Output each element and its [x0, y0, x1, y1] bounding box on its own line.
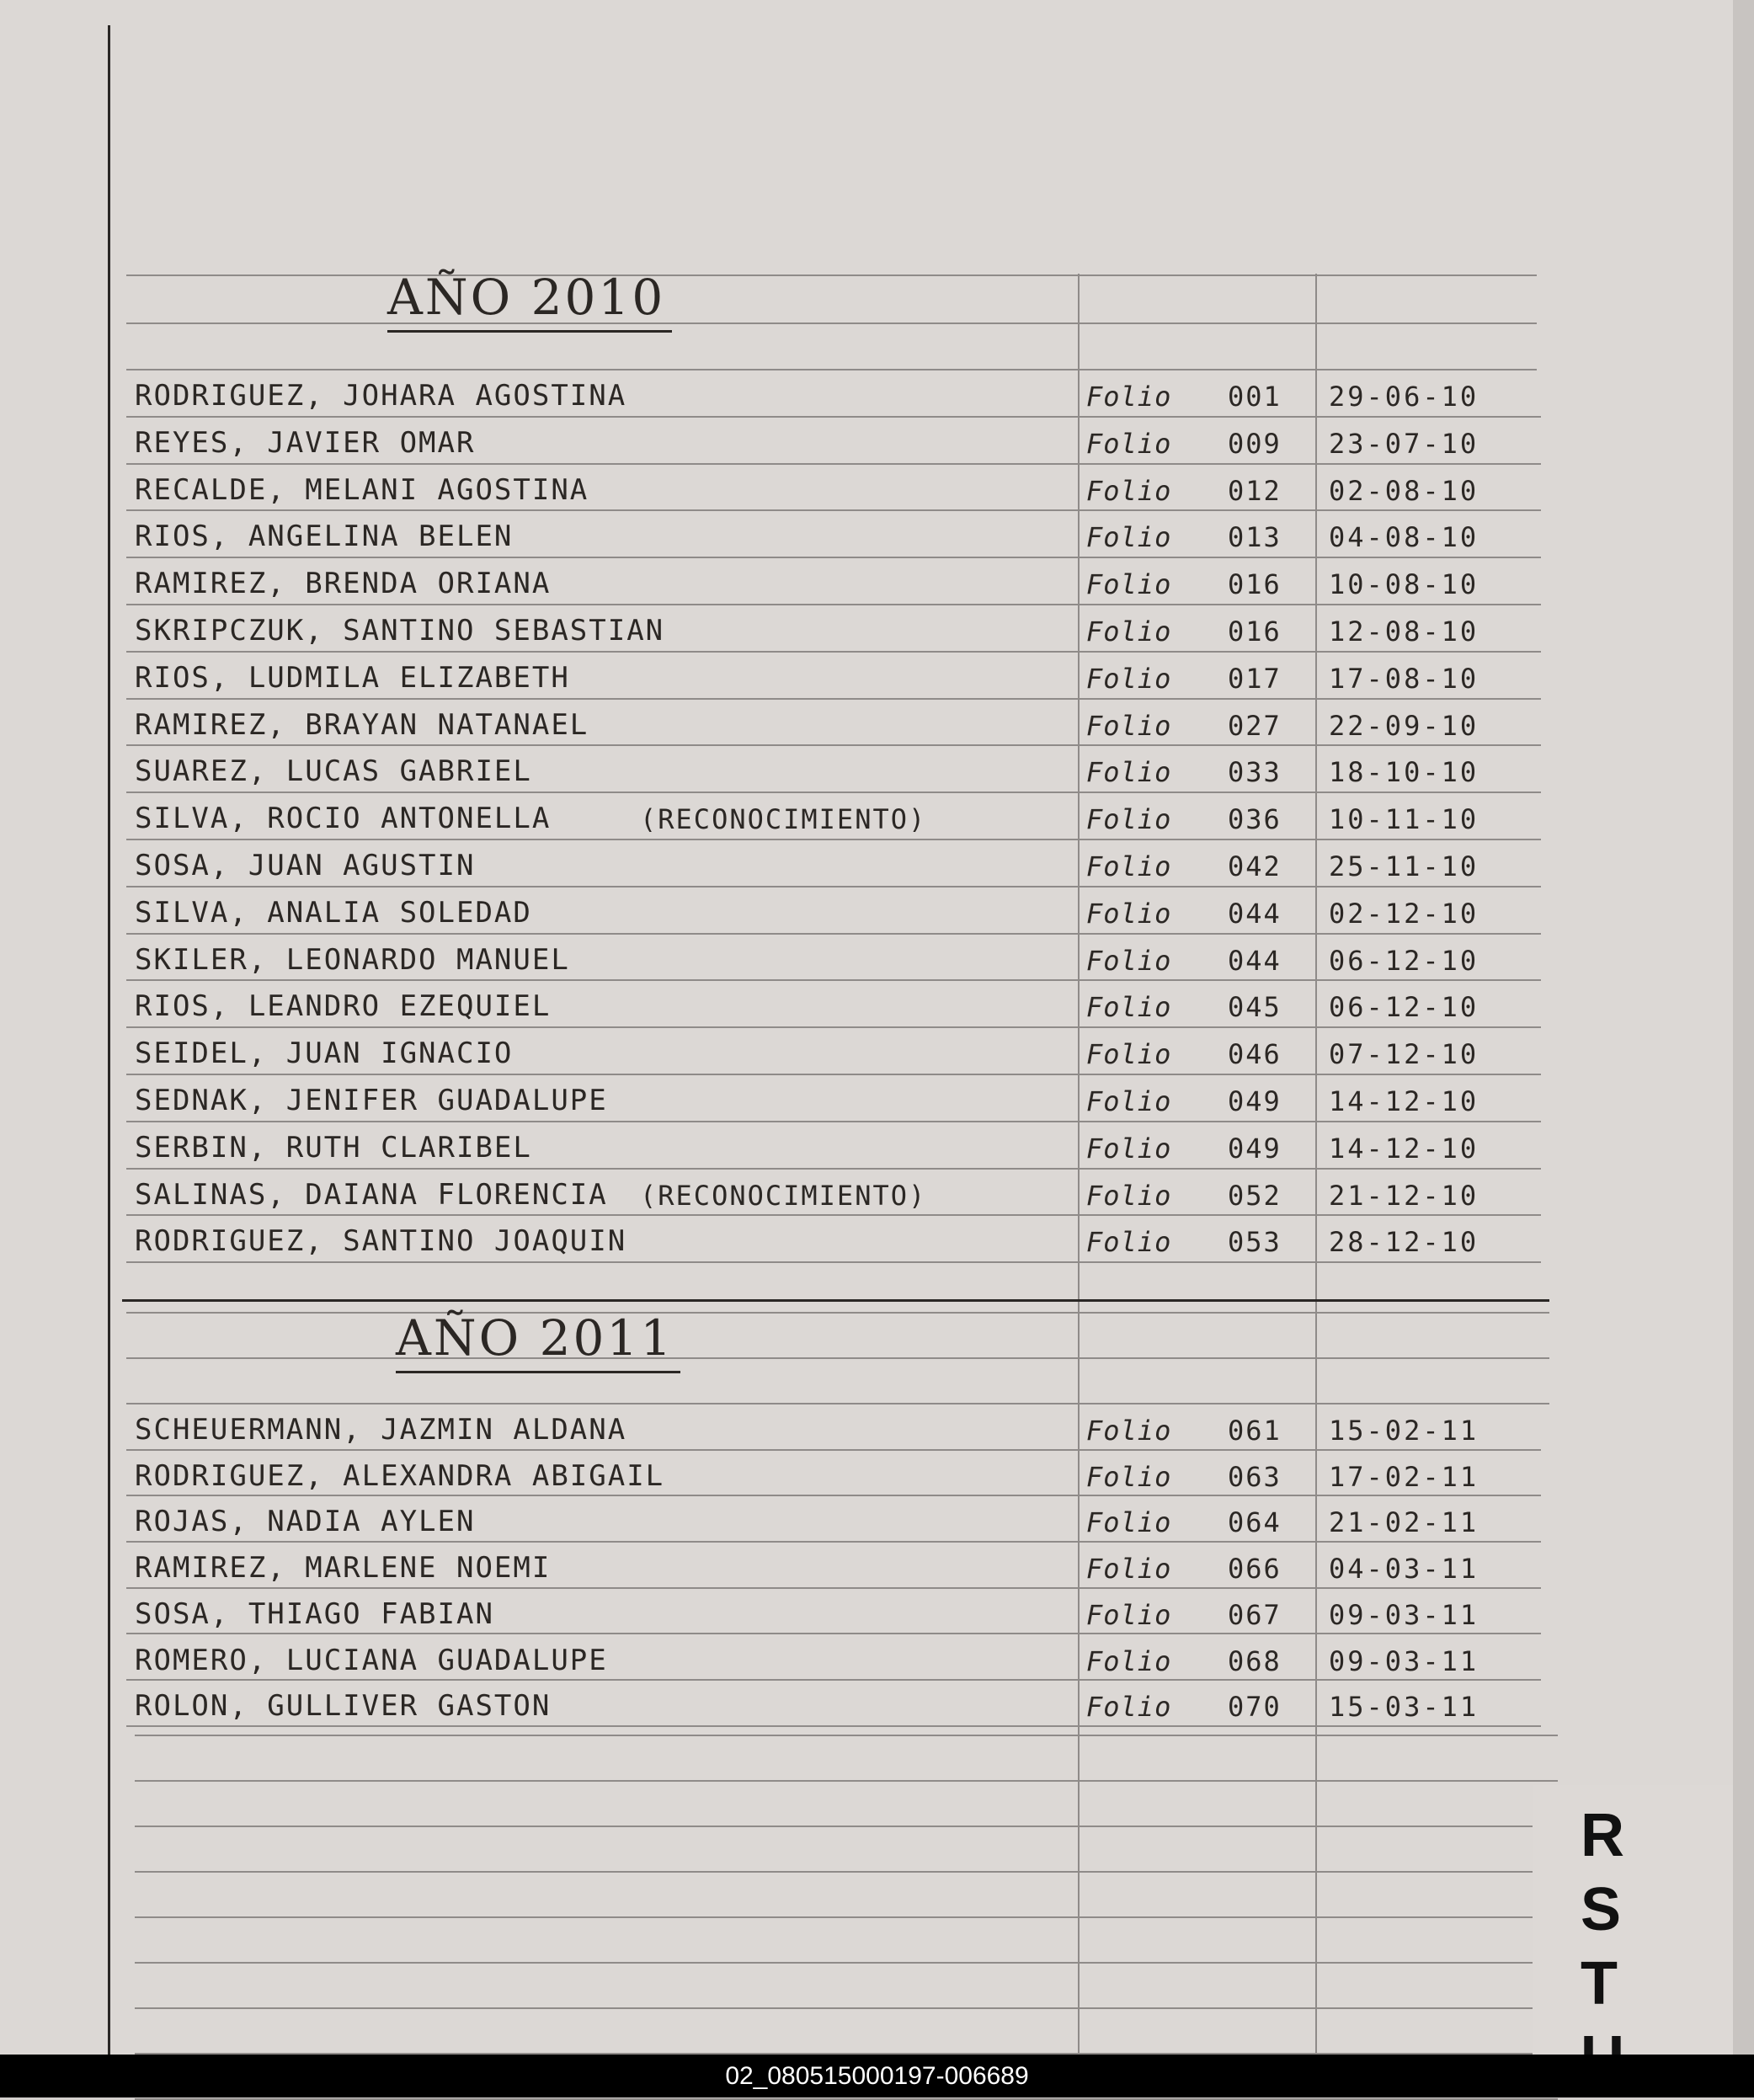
row-rule	[126, 1725, 1541, 1727]
table-row	[0, 1451, 1549, 1498]
entry-folio-number: 017	[1228, 662, 1282, 695]
entry-name: SILVA, ROCIO ANTONELLA	[135, 802, 552, 836]
entry-folio-label: Folio	[1086, 850, 1172, 882]
entry-name: SKILER, LEONARDO MANUEL	[135, 942, 570, 977]
entry-folio-number: 046	[1228, 1038, 1282, 1071]
entry-folio-number: 012	[1228, 474, 1282, 507]
entry-name: ROMERO, LUCIANA GUADALUPE	[135, 1643, 608, 1677]
entry-name: RECALDE, MELANI AGOSTINA	[135, 472, 589, 507]
entry-folio-number: 066	[1228, 1553, 1282, 1586]
entry-date: 07-12-10	[1329, 1038, 1479, 1071]
entry-date: 21-12-10	[1329, 1179, 1479, 1212]
entry-name: RIOS, ANGELINA BELEN	[135, 520, 514, 554]
entry-date: 10-11-10	[1329, 803, 1479, 836]
table-row	[0, 418, 1549, 465]
entry-note: (RECONOCIMIENTO)	[640, 803, 927, 836]
blank-rule	[135, 1916, 1558, 1918]
entry-date: 09-03-11	[1329, 1598, 1479, 1631]
blank-rule	[135, 1826, 1558, 1827]
entry-name: RAMIREZ, MARLENE NOEMI	[135, 1551, 552, 1586]
entry-note: (RECONOCIMIENTO)	[640, 1179, 927, 1212]
entry-folio-label: Folio	[1086, 756, 1172, 789]
table-row	[0, 1075, 1549, 1122]
blank-rule	[135, 1962, 1558, 1964]
entry-name: RODRIGUEZ, JOHARA AGOSTINA	[135, 379, 627, 413]
entry-folio-number: 036	[1228, 803, 1282, 836]
table-row	[0, 981, 1549, 1028]
entry-date: 21-02-11	[1329, 1506, 1479, 1539]
table-row	[0, 465, 1549, 512]
entry-date: 14-12-10	[1329, 1132, 1479, 1165]
entry-folio-label: Folio	[1086, 1644, 1172, 1677]
entry-folio-number: 049	[1228, 1085, 1282, 1117]
entry-date: 28-12-10	[1329, 1226, 1479, 1259]
entry-folio-number: 070	[1228, 1691, 1282, 1724]
entry-folio-label: Folio	[1086, 897, 1172, 930]
entry-folio-label: Folio	[1086, 1506, 1172, 1539]
entry-folio-label: Folio	[1086, 474, 1172, 507]
entry-date: 10-08-10	[1329, 568, 1479, 601]
entry-date: 15-03-11	[1329, 1691, 1479, 1724]
entry-folio-label: Folio	[1086, 521, 1172, 554]
header-rule	[126, 322, 1537, 324]
entry-date: 09-03-11	[1329, 1644, 1479, 1677]
entry-folio-number: 067	[1228, 1598, 1282, 1631]
entry-folio-number: 063	[1228, 1460, 1282, 1493]
table-row	[0, 793, 1549, 840]
entry-folio-label: Folio	[1086, 803, 1172, 836]
entry-date: 22-09-10	[1329, 709, 1479, 742]
entry-name: SALINAS, DAIANA FLORENCIA	[135, 1177, 608, 1212]
table-row	[0, 653, 1549, 700]
entry-name: RAMIREZ, BRAYAN NATANAEL	[135, 707, 589, 742]
table-row	[0, 1589, 1549, 1636]
entry-name: RODRIGUEZ, ALEXANDRA ABIGAIL	[135, 1458, 665, 1493]
entry-name: SEDNAK, JENIFER GUADALUPE	[135, 1084, 608, 1117]
table-row	[0, 1216, 1549, 1263]
entry-folio-number: 009	[1228, 427, 1282, 460]
table-row	[0, 1404, 1549, 1452]
entry-folio-number: 013	[1228, 521, 1282, 554]
entry-name: SEIDEL, JUAN IGNACIO	[135, 1037, 514, 1071]
entry-folio-label: Folio	[1086, 568, 1172, 601]
entry-folio-number: 042	[1228, 850, 1282, 882]
index-tab-s[interactable]: S	[1581, 1876, 1622, 1943]
entry-date: 12-08-10	[1329, 616, 1479, 648]
header-rule	[126, 1357, 1549, 1359]
entry-folio-number: 049	[1228, 1132, 1282, 1165]
page-edge	[1733, 0, 1754, 2055]
table-row	[0, 1543, 1549, 1590]
table-row	[0, 1028, 1549, 1075]
blank-rule	[135, 1735, 1558, 1736]
entry-folio-label: Folio	[1086, 991, 1172, 1024]
table-row	[0, 370, 1549, 418]
entry-name: SKRIPCZUK, SANTINO SEBASTIAN	[135, 614, 665, 648]
entry-folio-number: 053	[1228, 1226, 1282, 1259]
entry-date: 06-12-10	[1329, 991, 1479, 1024]
entry-folio-number: 044	[1228, 944, 1282, 977]
entry-date: 25-11-10	[1329, 850, 1479, 882]
entry-folio-number: 052	[1228, 1179, 1282, 1212]
entry-date: 14-12-10	[1329, 1085, 1479, 1117]
entry-date: 18-10-10	[1329, 756, 1479, 789]
entry-folio-number: 033	[1228, 756, 1282, 789]
entry-folio-label: Folio	[1086, 1179, 1172, 1212]
entry-name: SILVA, ANALIA SOLEDAD	[135, 895, 532, 930]
table-row	[0, 605, 1549, 653]
entry-date: 29-06-10	[1329, 381, 1479, 413]
entry-date: 06-12-10	[1329, 944, 1479, 977]
entry-date: 02-08-10	[1329, 474, 1479, 507]
index-tab-u[interactable]	[1581, 2024, 1624, 2055]
entry-folio-label: Folio	[1086, 1132, 1172, 1165]
entry-date: 23-07-10	[1329, 427, 1479, 460]
entry-folio-label: Folio	[1086, 1038, 1172, 1071]
table-row	[0, 887, 1549, 935]
entry-folio-label: Folio	[1086, 1085, 1172, 1117]
entry-date: 04-08-10	[1329, 521, 1479, 554]
table-row	[0, 1122, 1549, 1170]
entry-folio-label: Folio	[1086, 1553, 1172, 1586]
table-row	[0, 840, 1549, 887]
entry-folio-number: 061	[1228, 1415, 1282, 1447]
entry-folio-label: Folio	[1086, 1460, 1172, 1493]
entry-folio-label: Folio	[1086, 1598, 1172, 1631]
entry-folio-number: 016	[1228, 568, 1282, 601]
index-tab-r[interactable]: R	[1581, 1802, 1624, 1869]
entry-folio-number: 016	[1228, 616, 1282, 648]
entry-folio-label: Folio	[1086, 709, 1172, 742]
entry-name: RAMIREZ, BRENDA ORIANA	[135, 567, 552, 601]
table-row	[0, 1170, 1549, 1217]
table-row	[0, 1635, 1549, 1682]
entry-name: RIOS, LUDMILA ELIZABETH	[135, 660, 570, 695]
table-row	[0, 558, 1549, 605]
entry-name: SCHEUERMANN, JAZMIN ALDANA	[135, 1413, 627, 1447]
index-tab-t[interactable]: T	[1581, 1950, 1618, 2017]
table-row	[0, 746, 1549, 793]
entry-name: SOSA, JUAN AGUSTIN	[135, 849, 476, 882]
year-title-2011: AÑO 2011	[396, 1309, 680, 1373]
entry-name: ROLON, GULLIVER GASTON	[135, 1689, 552, 1724]
entry-folio-number: 044	[1228, 897, 1282, 930]
index-tabs	[1533, 1785, 1733, 2055]
table-row	[0, 511, 1549, 558]
table-row	[0, 1496, 1549, 1543]
entry-name: SERBIN, RUTH CLARIBEL	[135, 1130, 532, 1165]
entry-date: 04-03-11	[1329, 1553, 1479, 1586]
table-row	[0, 1681, 1549, 1728]
entry-name: SUAREZ, LUCAS GABRIEL	[135, 754, 532, 789]
entry-folio-number: 068	[1228, 1644, 1282, 1677]
entry-date: 15-02-11	[1329, 1415, 1479, 1447]
entry-folio-label: Folio	[1086, 381, 1172, 413]
entry-date: 02-12-10	[1329, 897, 1479, 930]
entry-folio-number: 064	[1228, 1506, 1282, 1539]
entry-name: REYES, JAVIER OMAR	[135, 425, 476, 460]
entry-folio-number: 027	[1228, 709, 1282, 742]
blank-rule	[135, 2007, 1558, 2009]
entry-folio-number: 001	[1228, 381, 1282, 413]
entry-name: RIOS, LEANDRO EZEQUIEL	[135, 989, 552, 1024]
footer-document-id: 02_080515000197-006689	[0, 2055, 1754, 2097]
entry-folio-number: 045	[1228, 991, 1282, 1024]
blank-rule	[135, 1871, 1558, 1873]
entry-name: ROJAS, NADIA AYLEN	[135, 1505, 476, 1539]
entry-folio-label: Folio	[1086, 944, 1172, 977]
entry-name: SOSA, THIAGO FABIAN	[135, 1596, 494, 1631]
section-divider	[122, 1299, 1549, 1302]
header-rule	[126, 274, 1537, 276]
entry-folio-label: Folio	[1086, 1415, 1172, 1447]
entry-folio-label: Folio	[1086, 427, 1172, 460]
entry-name: RODRIGUEZ, SANTINO JOAQUIN	[135, 1224, 627, 1259]
header-rule	[126, 1312, 1549, 1314]
entry-date: 17-02-11	[1329, 1460, 1479, 1493]
table-row	[0, 935, 1549, 982]
entry-folio-label: Folio	[1086, 1226, 1172, 1259]
entry-folio-label: Folio	[1086, 616, 1172, 648]
entry-folio-label: Folio	[1086, 662, 1172, 695]
entry-folio-label: Folio	[1086, 1691, 1172, 1724]
year-title-2010: AÑO 2010	[387, 268, 672, 333]
row-rule	[126, 1261, 1541, 1263]
entry-date: 17-08-10	[1329, 662, 1479, 695]
blank-rule	[135, 1780, 1558, 1782]
table-row	[0, 700, 1549, 747]
